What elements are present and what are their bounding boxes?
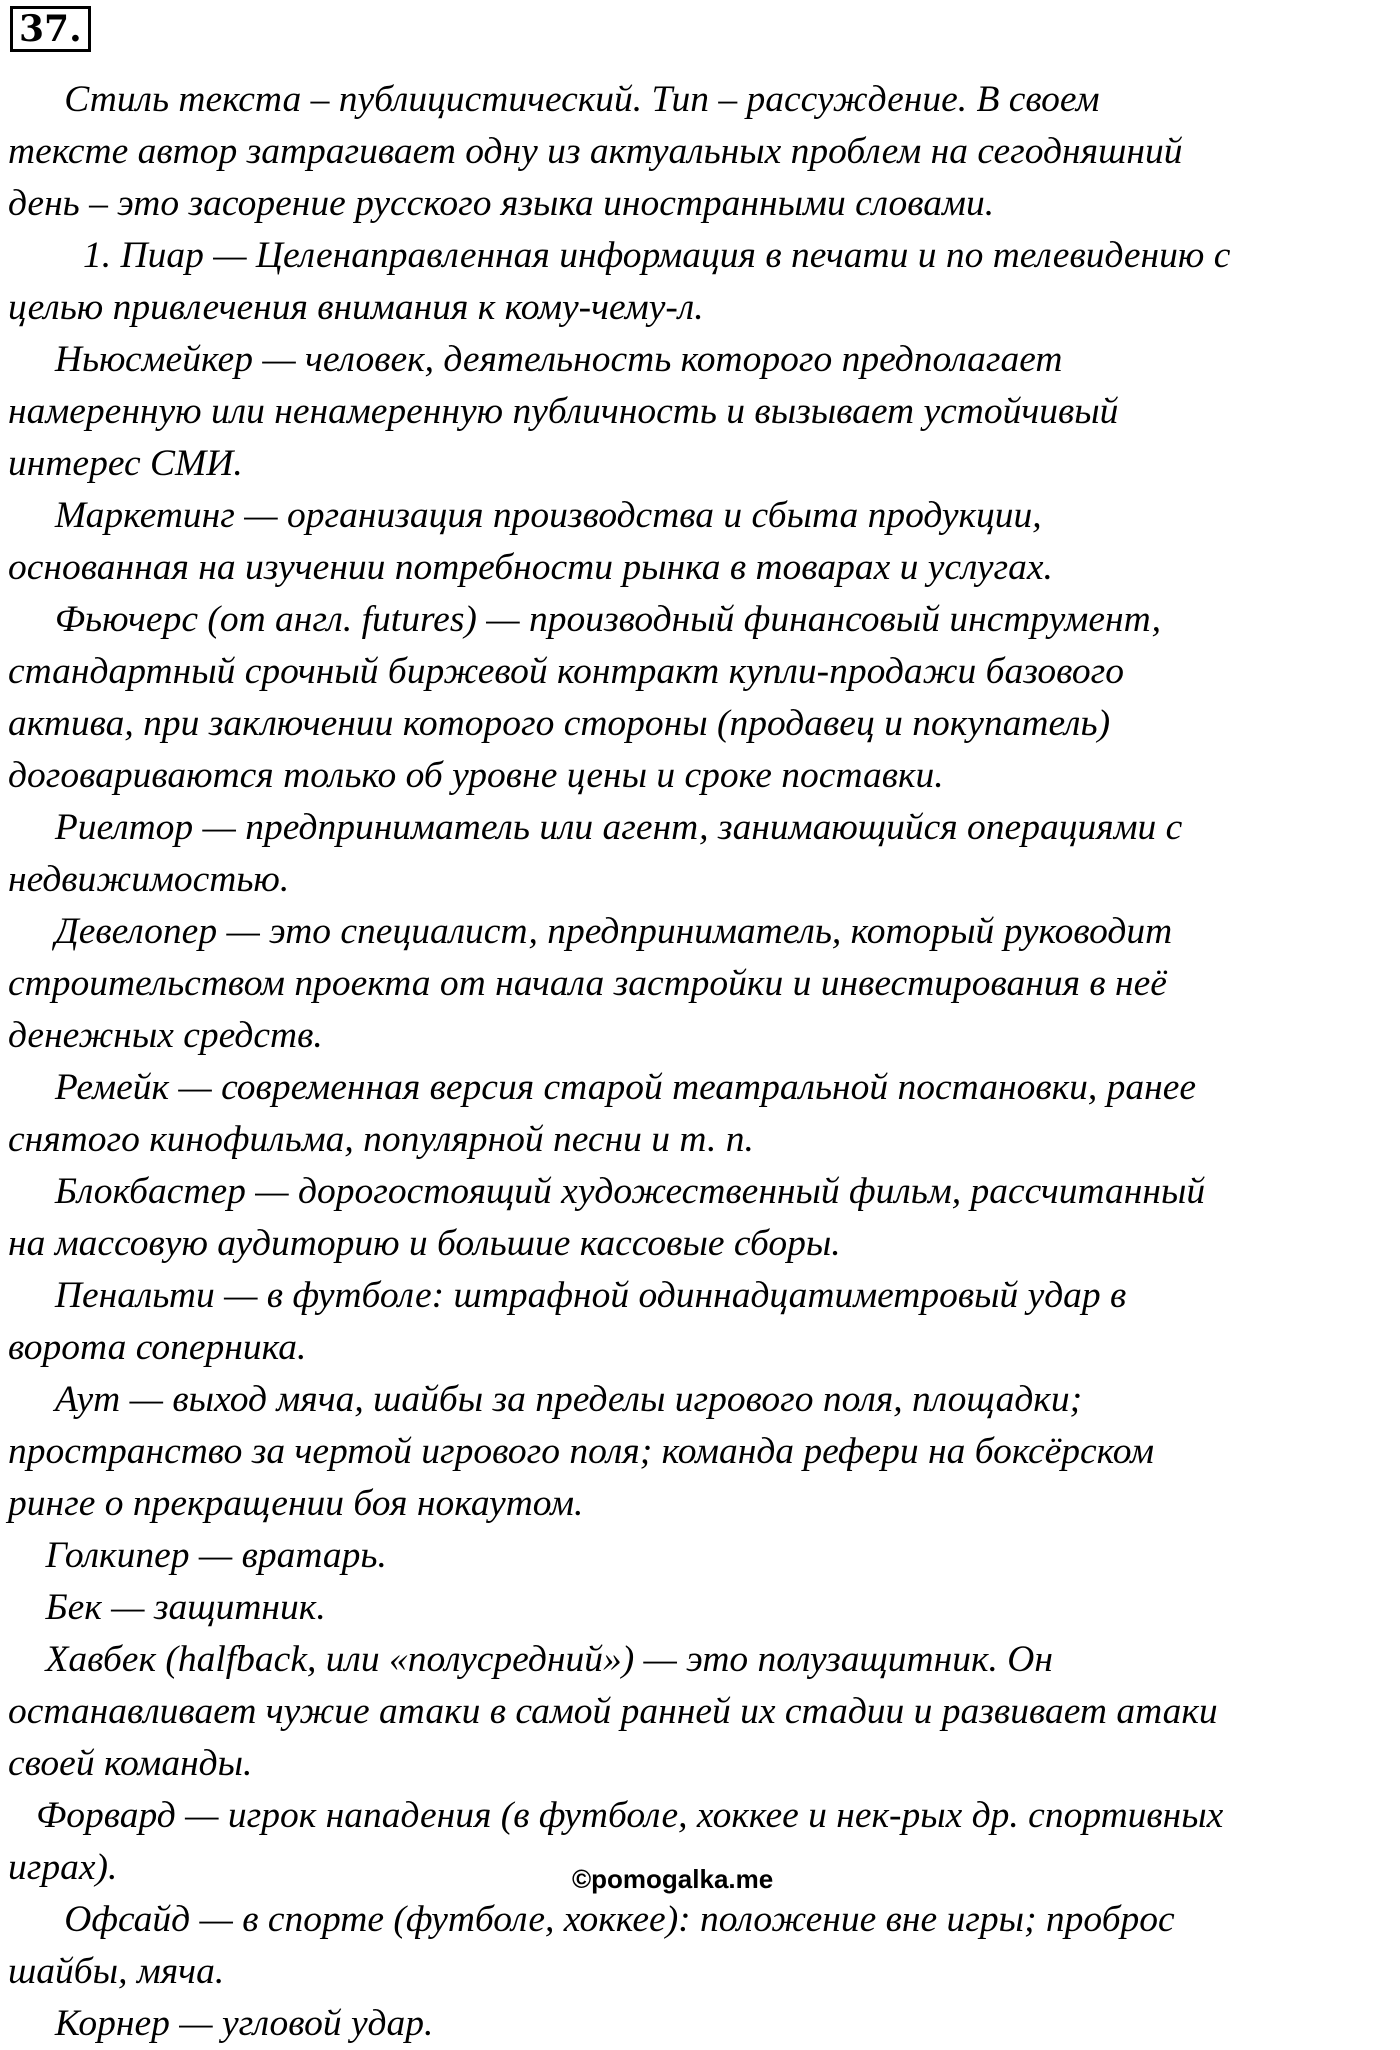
text-line: Пенальти — в футболе: штрафной одиннадцатиметровый удар в bbox=[8, 1275, 1127, 1316]
text-line: договариваются только об уровне цены и сроке поставки. bbox=[8, 755, 944, 796]
text-line: Хавбек (halfback, или «полусредний») — это полузащитник. Он bbox=[8, 1639, 1053, 1680]
text-line: Офсайд — в спорте (футболе, хоккее): положение вне игры; проброс bbox=[8, 1899, 1175, 1940]
text-line: стандартный срочный биржевой контракт купли-продажи базового bbox=[8, 651, 1124, 692]
text-line: основанная на изучении потребности рынка в товарах и услугах. bbox=[8, 547, 1053, 588]
text-line: Блокбастер — дорогостоящий художественный фильм, рассчитанный bbox=[8, 1171, 1206, 1212]
text-line: Риелтор — предприниматель или агент, занимающийся операциями с bbox=[8, 807, 1183, 848]
text-line: денежных средств. bbox=[8, 1015, 323, 1056]
text-line: пространство за чертой игрового поля; команда рефери на боксёрском bbox=[8, 1431, 1155, 1472]
text-line: ринге о прекращении боя нокаутом. bbox=[8, 1483, 584, 1524]
task-number-box: 37. bbox=[10, 6, 91, 52]
text-line: актива, при заключении которого стороны (продавец и покупатель) bbox=[8, 703, 1111, 744]
text-line: останавливает чужие атаки в самой ранней их стадии и развивает атаки bbox=[8, 1691, 1218, 1732]
text-line: интерес СМИ. bbox=[8, 443, 243, 484]
text-line: Маркетинг — организация производства и сбыта продукции, bbox=[8, 495, 1042, 536]
text-line: ворота соперника. bbox=[8, 1327, 307, 1368]
text-line: Форвард — игрок нападения (в футболе, хоккее и нек-рых др. спортивных bbox=[8, 1795, 1224, 1836]
text-line: тексте автор затрагивает одну из актуальных проблем на сегодняшний bbox=[8, 131, 1183, 172]
text-line: 1. Пиар — Целенаправленная информация в печати и по телевидению с bbox=[8, 235, 1231, 276]
text-line: Корнер — угловой удар. bbox=[8, 2003, 434, 2044]
text-line: Фьючерс (от англ. futures) — производный финансовый инструмент, bbox=[8, 599, 1161, 640]
text-line: недвижимостью. bbox=[8, 859, 290, 900]
text-line: целью привлечения внимания к кому-чему-л. bbox=[8, 287, 704, 328]
text-line: снятого кинофильма, популярной песни и т. п. bbox=[8, 1119, 754, 1160]
text-line: шайбы, мяча. bbox=[8, 1951, 225, 1992]
text-line: строительством проекта от начала застройки и инвестирования в неё bbox=[8, 963, 1167, 1004]
text-line: день – это засорение русского языка иностранными словами. bbox=[8, 183, 995, 224]
text-line: Девелопер — это специалист, предприниматель, который руководит bbox=[8, 911, 1173, 952]
text-line: играх). bbox=[8, 1847, 118, 1888]
watermark: ©pomogalka.me bbox=[572, 1864, 774, 1894]
text-line: Голкипер — вратарь. bbox=[8, 1535, 387, 1576]
text-line: Стиль текста – публицистический. Тип – рассуждение. В своем bbox=[8, 79, 1100, 120]
text-line: Ремейк — современная версия старой театральной постановки, ранее bbox=[8, 1067, 1197, 1108]
text-line: на массовую аудиторию и большие кассовые сборы. bbox=[8, 1223, 841, 1264]
text-line: Ньюсмейкер — человек, деятельность которого предполагает bbox=[8, 339, 1063, 380]
text-line: намеренную или ненамеренную публичность и вызывает устойчивый bbox=[8, 391, 1119, 432]
text-line: Бек — защитник. bbox=[8, 1587, 326, 1628]
document-text bbox=[8, 74, 1392, 2050]
text-line: своей команды. bbox=[8, 1743, 253, 1784]
text-line: Аут — выход мяча, шайбы за пределы игрового поля, площадки; bbox=[8, 1379, 1083, 1420]
